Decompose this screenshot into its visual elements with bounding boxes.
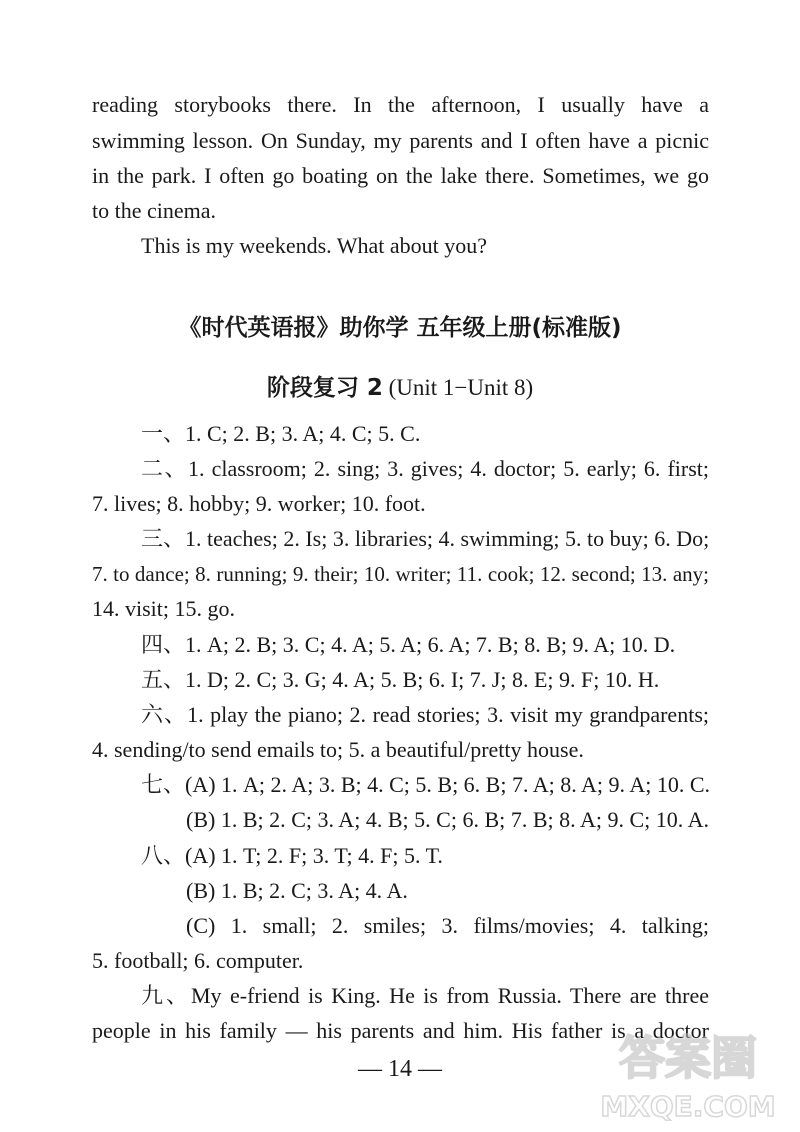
answer-line: 五、1. D; 2. C; 3. G; 4. A; 5. B; 6. I; 7. J; 8. E; 9. F; 10. H. — [141, 667, 660, 692]
section-title — [0, 373, 800, 403]
answer-line: (B) 1. B; 2. C; 3. A; 4. A. — [186, 878, 408, 903]
watermark-site-text: MXQE.COM — [600, 1090, 776, 1123]
answer-line: 八、(A) 1. T; 2. F; 3. T; 4. F; 5. T. — [141, 843, 443, 868]
answer-line: 三、1. teaches; 2. Is; 3. libraries; 4. swimming; 5. to buy; 6. Do; — [141, 526, 710, 551]
answer-line: 四、1. A; 2. B; 3. C; 4. A; 5. A; 6. A; 7. B; 8. B; 9. A; 10. D. — [141, 632, 676, 657]
answer-line: 5. football; 6. computer. — [92, 948, 304, 973]
answer-line: people in his family — his parents and him. His father is a doctor — [92, 1018, 709, 1043]
answer-line: 14. visit; 15. go. — [92, 596, 236, 621]
watermark-logo — [588, 1016, 788, 1126]
answer-line: (B) 1. B; 2. C; 3. A; 4. B; 5. C; 6. B; 7. B; 8. A; 9. C; 10. A. — [186, 807, 709, 832]
watermark-logo-text: 答案圈 — [619, 1031, 757, 1085]
passage-line: to the cinema. — [92, 198, 217, 223]
answer-line: 六、1. play the piano; 2. read stories; 3. visit my grandparents; — [141, 702, 709, 727]
answer-line: 7. lives; 8. hobby; 9. worker; 10. foot. — [92, 491, 426, 516]
page-number: — 14 — — [358, 1056, 442, 1082]
book-title: 《时代英语报》助你学 五年级上册(标准版) — [178, 315, 622, 341]
answer-line: 九、My e-friend is King. He is from Russia. There are three — [141, 983, 709, 1008]
section-units: (Unit 1−Unit 8) — [382, 375, 534, 400]
passage-line: This is my weekends. What about you? — [141, 233, 488, 258]
passage-line: in the park. I often go boating on the lake there. Sometimes, we go — [92, 163, 709, 188]
watermark-graphic — [588, 1016, 788, 1126]
answer-line: 4. sending/to send emails to; 5. a beautiful/pretty house. — [92, 737, 584, 762]
section-title-label: 阶段复习 2 — [266, 375, 383, 401]
answer-line: 一、1. C; 2. B; 3. A; 4. C; 5. C. — [141, 421, 421, 446]
answer-line: 七、(A) 1. A; 2. A; 3. B; 4. C; 5. B; 6. B; 7. A; 8. A; 9. A; 10. C. — [141, 772, 711, 797]
passage-line: swimming lesson. On Sunday, my parents and I often have a picnic — [92, 128, 709, 153]
answer-line: (C) 1. small; 2. smiles; 3. films/movies; 4. talking; — [186, 913, 709, 938]
passage-line: reading storybooks there. In the afternoon, I usually have a — [92, 92, 709, 117]
answer-line: 二、1. classroom; 2. sing; 3. gives; 4. doctor; 5. early; 6. first; — [141, 456, 709, 481]
answer-line: 7. to dance; 8. running; 9. their; 10. writer; 11. cook; 12. second; 13. any; — [92, 562, 709, 586]
